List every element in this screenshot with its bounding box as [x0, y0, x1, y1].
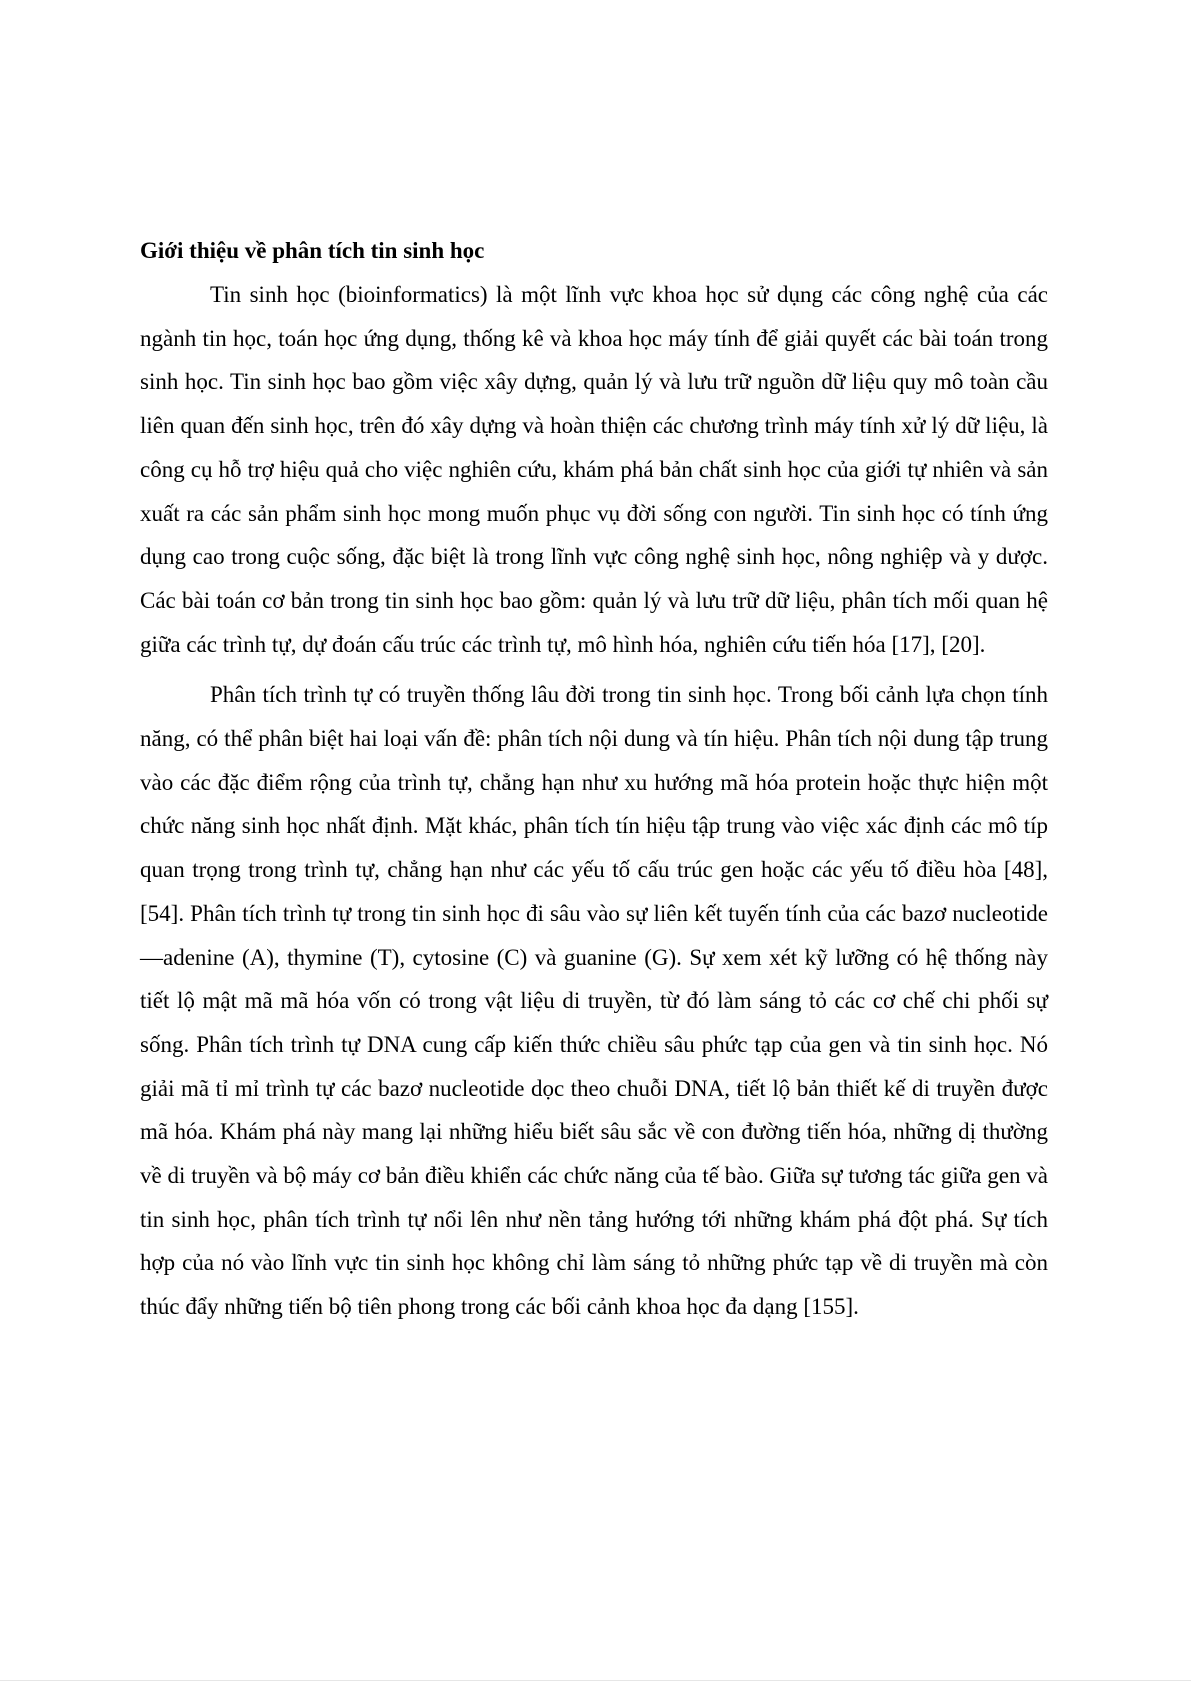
section-heading: Giới thiệu về phân tích tin sinh học: [140, 238, 485, 263]
paragraph-intro: Tin sinh học (bioinformatics) là một lĩnh vực khoa học sử dụng các công nghệ của các ngành tin học, toán học ứng dụng, thống kê và khoa học máy tính để giải quyết các bài toán trong sinh học. Tin sinh học bao gồm việc xây dựng, quản lý và lưu trữ nguồn dữ liệu quy mô toàn cầu liên quan đến sinh học, trên đó xây dựng và hoàn thiện các chương trình máy tính xử lý dữ liệu, là công cụ hỗ trợ hiệu quả cho việc nghiên cứu, khám phá bản chất sinh học của giới tự nhiên và sản xuất ra các sản phẩm sinh học mong muốn phục vụ đời sống con người. Tin sinh học có tính ứng dụng cao trong cuộc sống, đặc biệt là trong lĩnh vực công nghệ sinh học, nông nghiệp và y dược. Các bài toán cơ bản trong tin sinh học bao gồm: quản lý và lưu trữ dữ liệu, phân tích mối quan hệ giữa các trình tự, dự đoán cấu trúc các trình tự, mô hình hóa, nghiên cứu tiến hóa [17], [20].: [140, 282, 1048, 657]
paragraph-sequence-analysis: Phân tích trình tự có truyền thống lâu đời trong tin sinh học. Trong bối cảnh lựa chọn tính năng, có thể phân biệt hai loại vấn đề: phân tích nội dung và tín hiệu. Phân tích nội dung tập trung vào các đặc điểm rộng của trình tự, chẳng hạn như xu hướng mã hóa protein hoặc thực hiện một chức năng sinh học nhất định. Mặt khác, phân tích tín hiệu tập trung vào việc xác định các mô típ quan trọng trong trình tự, chẳng hạn như các yếu tố cấu trúc gen hoặc các yếu tố điều hòa [48], [54]. Phân tích trình tự trong tin sinh học đi sâu vào sự liên kết tuyến tính của các bazơ nucleotide—adenine (A), thymine (T), cytosine (C) và guanine (G). Sự xem xét kỹ lưỡng có hệ thống này tiết lộ mật mã mã hóa vốn có trong vật liệu di truyền, từ đó làm sáng tỏ các cơ chế chi phối sự sống. Phân tích trình tự DNA cung cấp kiến thức chiều sâu phức tạp của gen và tin sinh học. Nó giải mã tỉ mỉ trình tự các bazơ nucleotide dọc theo chuỗi DNA, tiết lộ bản thiết kế di truyền được mã hóa. Khám phá này mang lại những hiểu biết sâu sắc về con đường tiến hóa, những dị thường về di truyền và bộ máy cơ bản điều khiển các chức năng của tế bào. Giữa sự tương tác giữa gen và tin sinh học, phân tích trình tự nổi lên như nền tảng hướng tới những khám phá đột phá. Sự tích hợp của nó vào lĩnh vực tin sinh học không chỉ làm sáng tỏ những phức tạp về di truyền mà còn thúc đẩy những tiến bộ tiên phong trong các bối cảnh khoa học đa dạng [155].: [140, 682, 1048, 1320]
document-body: [140, 229, 1048, 1329]
page-bottom-rule: [0, 1680, 1191, 1681]
